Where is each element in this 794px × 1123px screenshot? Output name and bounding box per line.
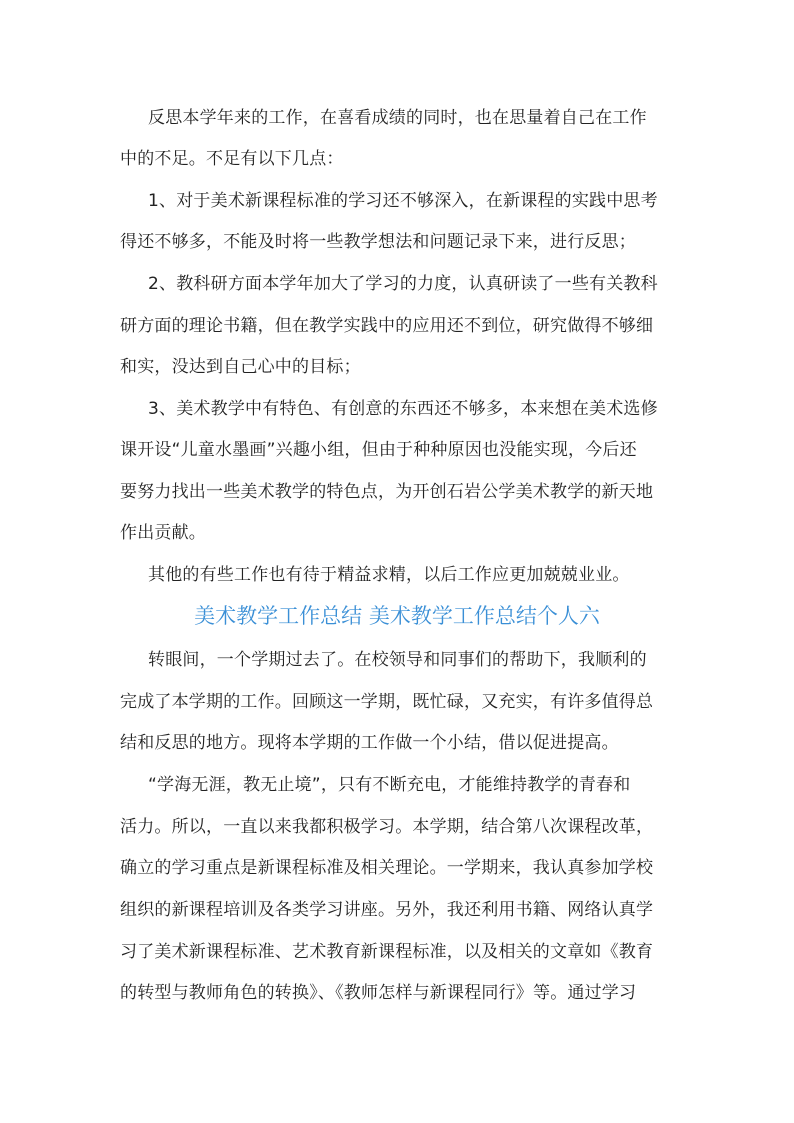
paragraph-line: 结和反思的地方。现将本学期的工作做一个小结，借以促进提高。 [120,733,619,753]
paragraph-line: 1、对于美术新课程标准的学习还不够深入，在新课程的实践中思考 [148,191,658,211]
paragraph-line: 研方面的理论书籍，但在教学实践中的应用还不到位，研究做得不够细 [120,316,654,336]
paragraph-line: 3、美术教学中有特色、有创意的东西还不够多，本来想在美术选修 [148,399,658,419]
paragraph-line: 得还不够多，不能及时将一些教学想法和问题记录下来，进行反思； [120,232,636,252]
section-heading: 美术教学工作总结 美术教学工作总结个人六 [194,604,600,628]
paragraph-line: 反思本学年来的工作，在喜看成绩的同时，也在思量着自己在工作 [148,108,647,128]
paragraph-line: 活力。所以，一直以来我都积极学习。本学期，结合第八次课程改革， [120,817,654,837]
paragraph-line: 中的不足。不足有以下几点： [120,149,344,169]
paragraph-line: 作出贡献。 [120,523,206,543]
paragraph-line: 完成了本学期的工作。回顾这一学期，既忙碌，又充实，有许多值得总 [120,692,654,712]
paragraph-line: 的转型与教师角色的转换》、《教师怎样与新课程同行》等。通过学习 [120,983,637,1003]
paragraph-line: “学海无涯，教无止境”，只有不断充电，才能维持教学的青春和 [148,775,631,795]
paragraph-line: 和实，没达到自己心中的目标； [120,357,361,377]
paragraph-line: 其他的有些工作也有待于精益求精，以后工作应更加兢兢业业。 [148,565,630,585]
paragraph-line: 课开设“儿童水墨画”兴趣小组，但由于种种原因也没能实现，今后还 [120,440,637,460]
paragraph-line: 要努力找出一些美术教学的特色点，为开创石岩公学美术教学的新天地 [120,482,654,502]
paragraph-line: 转眼间，一个学期过去了。在校领导和同事们的帮助下，我顺利的 [148,650,647,670]
paragraph-line: 确立的学习重点是新课程标准及相关理论。一学期来，我认真参加学校 [120,858,654,878]
paragraph-line: 习了美术新课程标准、艺术教育新课程标准，以及相关的文章如《教育 [120,942,654,962]
paragraph-line: 组织的新课程培训及各类学习讲座。另外，我还利用书籍、网络认真学 [120,900,654,920]
paragraph-line: 2、教科研方面本学年加大了学习的力度，认真研读了一些有关教科 [148,274,658,294]
